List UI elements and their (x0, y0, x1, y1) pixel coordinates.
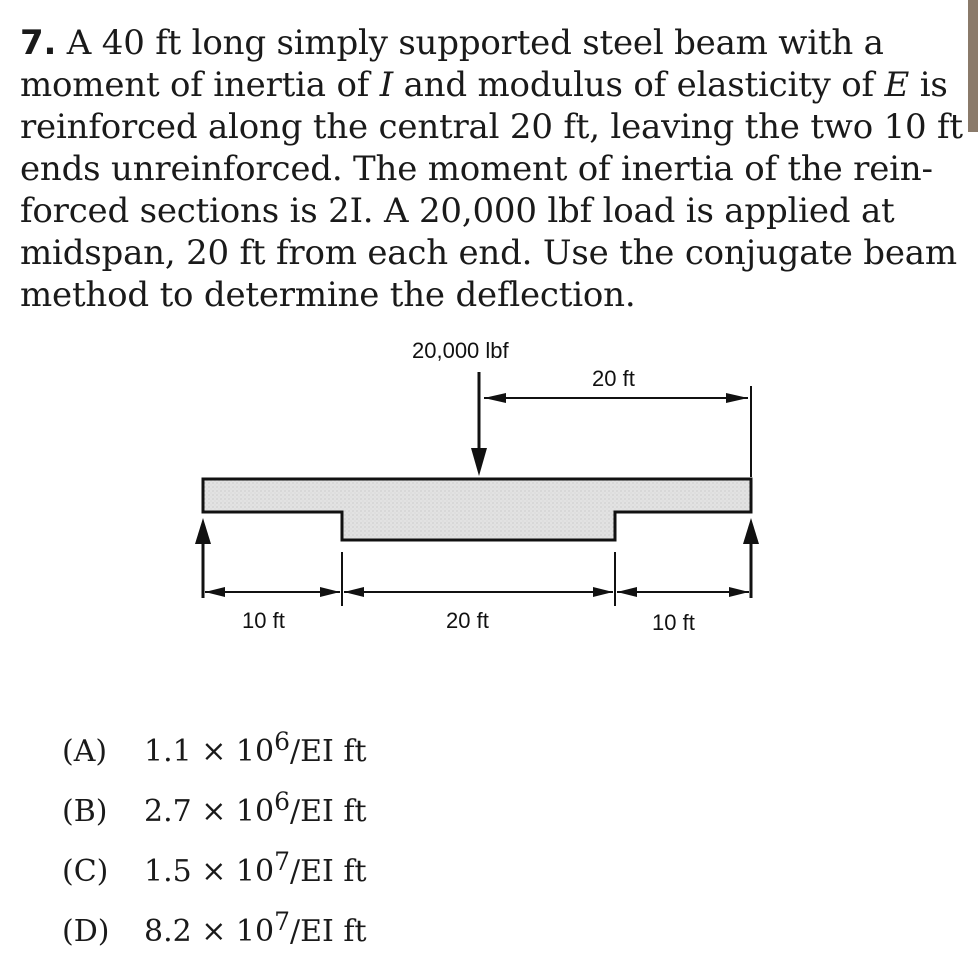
choice-b[interactable]: (B) $2.7 \times 10^6/EI$ ft (62, 787, 367, 829)
top-dim-label: 20 ft (592, 366, 635, 391)
symbol-E: E (884, 65, 910, 105)
symbol-I: I (379, 65, 393, 105)
right-dim-label: 10 ft (652, 610, 695, 635)
center-dim-label: 20 ft (446, 608, 489, 633)
left-reaction-head (195, 518, 211, 544)
load-label: 20,000 lbf (412, 338, 509, 363)
beam-body (203, 479, 751, 540)
right-dim-arrow-l (617, 587, 637, 597)
problem-line-2: moment of inertia of I and modulus of elasticity of E is (20, 65, 948, 105)
problem-line-7: method to determine the deflection. (20, 275, 636, 315)
problem-line-3: reinforced along the central 20 ft, leaving the two 10 ft (20, 107, 963, 147)
answer-choices (62, 712, 367, 952)
choice-d[interactable]: (D) $8.2 \times 10^7/EI$ ft (62, 907, 367, 949)
left-dim-label: 10 ft (242, 608, 285, 633)
right-reaction-head (743, 518, 759, 544)
choice-c[interactable]: (C) $1.5 \times 10^7/EI$ ft (62, 847, 367, 889)
page-edge-strip (968, 0, 978, 132)
left-dim-arrow-l (205, 587, 225, 597)
load-arrow-head (471, 448, 487, 476)
right-dim-arrow-r (729, 587, 749, 597)
choice-a[interactable]: (A) $1.1 \times 10^6/EI$ ft (62, 727, 367, 769)
problem-line-6: midspan, 20 ft from each end. Use the conjugate beam (20, 233, 957, 273)
problem-number: 7. (20, 23, 57, 63)
problem-line-4: ends unreinforced. The moment of inertia of the rein- (20, 149, 933, 189)
beam-diagram (0, 330, 978, 650)
center-dim-arrow-r (593, 587, 613, 597)
problem-line-1: 7. A 40 ft long simply supported steel beam with a (20, 23, 884, 63)
left-dim-arrow-r (320, 587, 340, 597)
center-dim-arrow-l (344, 587, 364, 597)
beam-diagram-svg (0, 330, 978, 650)
top-dim-arrow-left (484, 393, 506, 403)
problem-statement (20, 22, 963, 316)
problem-line-5: forced sections is 2I. A 20,000 lbf load is applied at (20, 191, 895, 231)
top-dim-arrow-right (726, 393, 748, 403)
